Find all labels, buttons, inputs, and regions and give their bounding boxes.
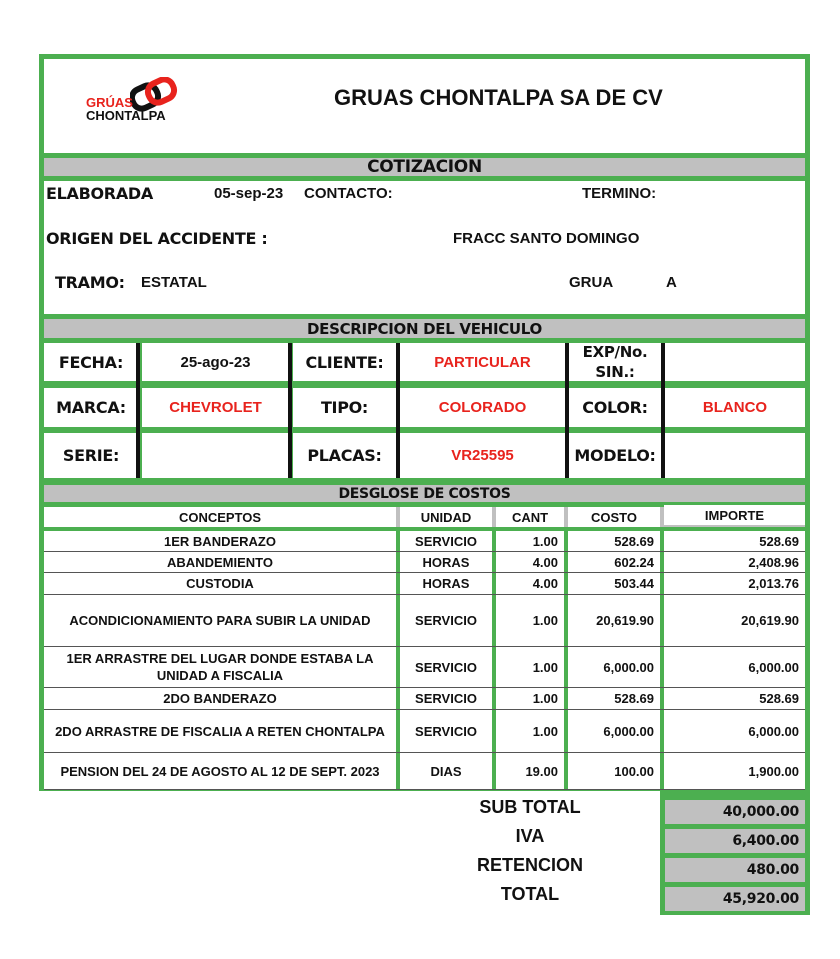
serie-value[interactable] [142, 433, 289, 478]
cell-cant: 4.00 [496, 573, 564, 594]
marca-label: MARCA: [44, 388, 138, 427]
cell-concepto: 1ER BANDERAZO [44, 531, 396, 551]
cliente-label: CLIENTE: [293, 343, 396, 381]
vehicle-grid-divider [136, 343, 140, 478]
total-label: SUB TOTAL [479, 797, 581, 817]
cell-importe: 1,900.00 [664, 753, 805, 789]
cell-cant: 1.00 [496, 595, 564, 646]
placas-label: PLACAS: [293, 433, 396, 478]
company-logo [86, 77, 186, 127]
cell-cant: 1.00 [496, 688, 564, 709]
costs-section-title: DESGLOSE DE COSTOS [44, 485, 805, 502]
cell-cant: 19.00 [496, 753, 564, 789]
total-value: 6,400.00 [665, 829, 805, 853]
vehicle-grid-divider [661, 343, 665, 478]
elaborada-label: ELABORADA [46, 184, 153, 203]
serie-label: SERIE: [44, 433, 138, 478]
col-header-cant: CANT [496, 507, 564, 527]
info-block [44, 181, 805, 314]
vehicle-grid-divider [565, 343, 569, 478]
cliente-value: PARTICULAR [400, 343, 565, 381]
exp-value[interactable] [665, 343, 805, 381]
cell-unidad: SERVICIO [400, 688, 492, 709]
contacto-label: CONTACTO: [304, 185, 393, 202]
vehicle-section-title: DESCRIPCION DEL VEHICULO [44, 319, 805, 338]
cell-concepto: 1ER ARRASTRE DEL LUGAR DONDE ESTABA LA UNIDAD A FISCALIA [44, 647, 396, 687]
cell-importe: 6,000.00 [664, 647, 805, 687]
tipo-label: TIPO: [293, 388, 396, 427]
marca-value: CHEVROLET [142, 388, 289, 427]
fecha-label: FECHA: [44, 343, 138, 381]
cell-importe: 528.69 [664, 531, 805, 551]
vehicle-grid-divider [396, 343, 400, 478]
total-label: IVA [515, 826, 545, 846]
logo-text-chontalpa: CHONTALPA [86, 108, 166, 123]
cell-costo: 503.44 [568, 573, 660, 594]
cell-importe: 2,013.76 [664, 573, 805, 594]
doc-title: COTIZACION [44, 158, 805, 176]
col-header-importe: IMPORTE [664, 505, 805, 525]
cell-importe: 528.69 [664, 688, 805, 709]
color-value: BLANCO [665, 388, 805, 427]
cell-concepto: ABANDEMIENTO [44, 552, 396, 572]
cell-concepto: PENSION DEL 24 DE AGOSTO AL 12 DE SEPT. 2023 [44, 753, 396, 789]
cell-unidad: SERVICIO [400, 531, 492, 551]
elaborada-value: 05-sep-23 [214, 185, 284, 202]
grua-label: GRUA [569, 274, 614, 291]
cell-costo: 528.69 [568, 531, 660, 551]
logo-text-gruas: GRÚAS [86, 95, 133, 110]
cell-costo: 100.00 [568, 753, 660, 789]
tramo-value: ESTATAL [141, 274, 207, 291]
cell-importe: 6,000.00 [664, 710, 805, 752]
cell-cant: 1.00 [496, 531, 564, 551]
fecha-value: 25-ago-23 [142, 343, 289, 381]
total-value: 480.00 [665, 858, 805, 882]
cell-costo: 6,000.00 [568, 647, 660, 687]
cell-unidad: SERVICIO [400, 647, 492, 687]
cell-cant: 4.00 [496, 552, 564, 572]
cell-cant: 1.00 [496, 647, 564, 687]
exp-label: EXP/No. SIN.: [569, 343, 661, 381]
cell-unidad: SERVICIO [400, 710, 492, 752]
cell-importe: 2,408.96 [664, 552, 805, 572]
cell-concepto: ACONDICIONAMIENTO PARA SUBIR LA UNIDAD [44, 595, 396, 646]
col-header-unidad: UNIDAD [400, 507, 492, 527]
total-value: 45,920.00 [665, 887, 805, 911]
total-label: RETENCION [476, 855, 583, 875]
placas-value: VR25595 [400, 433, 565, 478]
grua-value: A [666, 274, 677, 291]
modelo-value[interactable] [665, 433, 805, 478]
tipo-value: COLORADO [400, 388, 565, 427]
cell-concepto: 2DO ARRASTRE DE FISCALIA A RETEN CHONTALPA [44, 710, 396, 752]
cell-unidad: DIAS [400, 753, 492, 789]
col-header-costo: COSTO [568, 507, 660, 527]
modelo-label: MODELO: [569, 433, 661, 478]
cell-unidad: HORAS [400, 552, 492, 572]
cell-unidad: HORAS [400, 573, 492, 594]
cell-costo: 6,000.00 [568, 710, 660, 752]
tramo-label: TRAMO: [55, 273, 125, 292]
total-value: 40,000.00 [665, 800, 805, 824]
total-label: TOTAL [500, 884, 560, 904]
contacto-value[interactable] [404, 185, 554, 203]
vehicle-grid-divider [288, 343, 292, 478]
termino-label: TERMINO: [582, 185, 657, 202]
row-divider [44, 789, 805, 790]
color-label: COLOR: [569, 388, 661, 427]
cell-importe: 20,619.90 [664, 595, 805, 646]
cell-costo: 528.69 [568, 688, 660, 709]
cell-concepto: CUSTODIA [44, 573, 396, 594]
cell-costo: 602.24 [568, 552, 660, 572]
termino-value[interactable] [669, 185, 789, 203]
company-name: GRUAS CHONTALPA SA DE CV [334, 85, 663, 110]
cell-cant: 1.00 [496, 710, 564, 752]
col-header-conceptos: CONCEPTOS [44, 507, 396, 527]
cell-costo: 20,619.90 [568, 595, 660, 646]
origen-label: ORIGEN DEL ACCIDENTE : [46, 229, 268, 248]
cell-concepto: 2DO BANDERAZO [44, 688, 396, 709]
header-block [44, 59, 805, 153]
cell-unidad: SERVICIO [400, 595, 492, 646]
origen-value: FRACC SANTO DOMINGO [453, 230, 640, 247]
